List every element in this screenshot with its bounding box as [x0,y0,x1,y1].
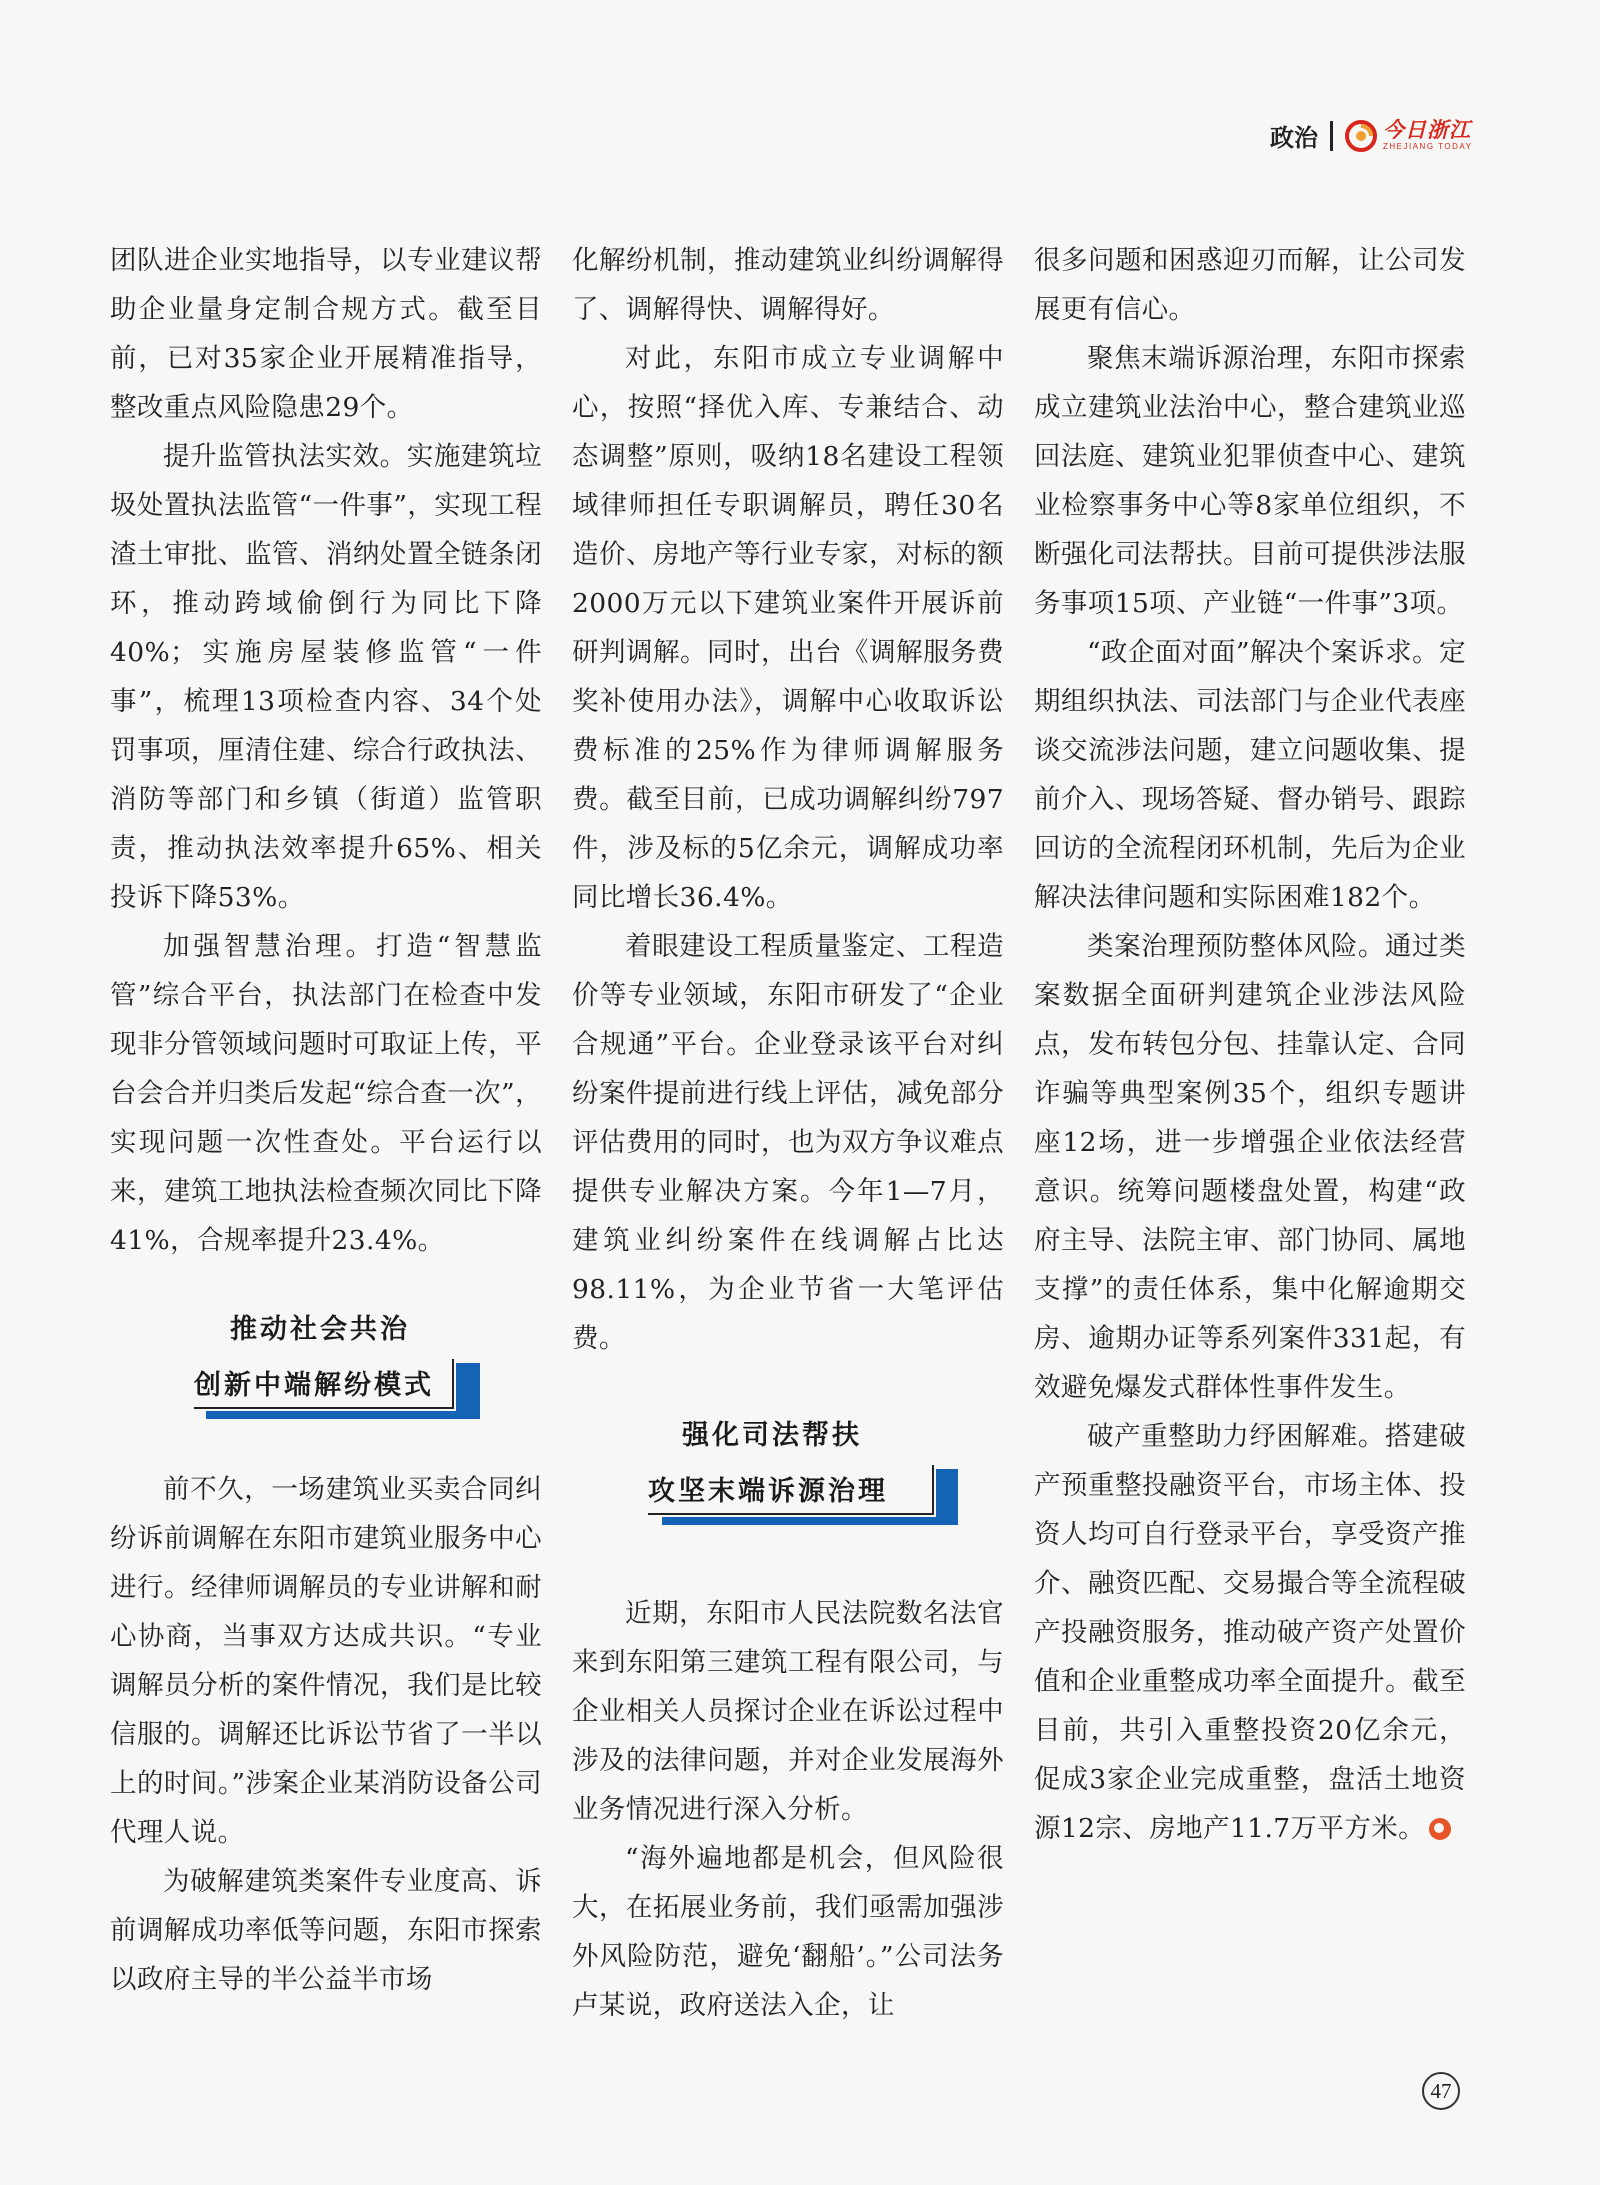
subheading-line2: 攻坚末端诉源治理 [648,1476,888,1507]
subheading-accent-bar-bottom [206,1411,480,1419]
subheading-social-governance [110,1293,542,1451]
column-2 [572,236,1004,2030]
paragraph: 近期，东阳市人民法院数名法官来到东阳第三建筑工程有限公司，与企业相关人员探讨企业在诉讼过程中涉及的法律问题，并对企业发展海外业务情况进行深入分析。 [572,1598,1004,1825]
paragraph: 团队进企业实地指导，以专业建议帮助企业量身定制合规方式。截至目前，已对35家企业开展精准指导，整改重点风险隐患29个。 [110,245,542,423]
logo-text: 今日浙江 [1383,118,1471,142]
header-divider [1330,121,1333,151]
paragraph-final [1034,1412,1466,1853]
page-number: 47 [1422,2072,1460,2110]
paragraph: 为破解建筑类案件专业度高、诉前调解成功率低等问题，东阳市探索以政府主导的半公益半市场 [110,1866,542,1995]
article-body [110,236,1466,2056]
article-end-icon [1429,1818,1451,1840]
subheading-accent-bar-bottom [662,1517,958,1525]
section-name: 政治 [1270,124,1318,152]
column-3 [1034,236,1466,1853]
column-1 [110,236,542,2004]
paragraph-text: 破产重整助力纾困解难。搭建破产预重整投融资平台，市场主体、投资人均可自行登录平台，享受资产推介、融资匹配、交易撮合等全流程破产投融资服务，推动破产资产处置价值和企业重整成功率全面提升。截至目前，共引入重整投资20亿余元，促成3家企业完成重整，盘活土地资源12宗、房地产11.7万平方米。 [1034,1421,1466,1844]
paragraph: 加强智慧治理。打造“智慧监管”综合平台，执法部门在检查中发现非分管领域问题时可取证上传，平台会合并归类后发起“综合查一次”，实现问题一次性查处。平台运行以来，建筑工地执法检查频次同比下降41%，合规率提升23.4%。 [110,931,542,1256]
paragraph: 提升监管执法实效。实施建筑垃圾处置执法监管“一件事”，实现工程渣土审批、监管、消纳处置全链条闭环，推动跨域偷倒行为同比下降40%；实施房屋装修监管“一件事”，梳理13项检查内容、34个处罚事项，厘清住建、综合行政执法、消防等部门和乡镇（街道）监管职责，推动执法效率提升65%、相关投诉下降53%。 [110,441,542,913]
logo-subtext: ZHEJIANG TODAY [1383,142,1473,151]
subheading-line2: 创新中端解纷模式 [194,1370,434,1401]
subheading-vrule [452,1359,454,1409]
logo-swirl-icon [1345,120,1377,152]
paragraph: 很多问题和困惑迎刃而解，让公司发展更有信心。 [1034,245,1466,325]
subheading-judicial-support [572,1403,1004,1575]
subheading-vrule [932,1465,934,1515]
subheading-rule [648,1513,934,1515]
subheading-line1: 推动社会共治 [230,1314,410,1345]
paragraph: 前不久，一场建筑业买卖合同纠纷诉前调解在东阳市建筑业服务中心进行。经律师调解员的专业讲解和耐心协商，当事双方达成共识。“专业调解员分析的案件情况，我们是比较信服的。调解还比诉讼节省了一半以上的时间。”涉案企业某消防设备公司代理人说。 [110,1474,542,1848]
paragraph: 化解纷机制，推动建筑业纠纷调解得了、调解得快、调解得好。 [572,245,1004,325]
paragraph: 对此，东阳市成立专业调解中心，按照“择优入库、专兼结合、动态调整”原则，吸纳18名建设工程领域律师担任专职调解员，聘任30名造价、房地产等行业专家，对标的额2000万元以下建筑业案件开展诉前研判调解。同时，出台《调解服务费奖补使用办法》，调解中心收取诉讼费标准的25%作为律师调解服务费。截至目前，已成功调解纠纷797件，涉及标的5亿余元，调解成功率同比增长36.4%。 [572,343,1004,913]
paragraph: “政企面对面”解决个案诉求。定期组织执法、司法部门与企业代表座谈交流涉法问题，建立问题收集、提前介入、现场答疑、督办销号、跟踪回访的全流程闭环机制，先后为企业解决法律问题和实际困难182个。 [1034,637,1466,913]
magazine-logo [1345,120,1472,152]
paragraph: 着眼建设工程质量鉴定、工程造价等专业领域，东阳市研发了“企业合规通”平台。企业登录该平台对纠纷案件提前进行线上评估，减免部分评估费用的同时，也为双方争议难点提供专业解决方案。今年1—7月，建筑业纠纷案件在线调解占比达98.11%，为企业节省一大笔评估费。 [572,931,1004,1354]
paragraph: “海外遍地都是机会，但风险很大，在拓展业务前，我们亟需加强涉外风险防范，避免‘翻船’。”公司法务卢某说，政府送法入企，让 [572,1843,1004,2021]
page-header [1270,118,1472,153]
paragraph: 聚焦末端诉源治理，东阳市探索成立建筑业法治中心，整合建筑业巡回法庭、建筑业犯罪侦查中心、建筑业检察事务中心等8家单位组织，不断强化司法帮扶。目前可提供涉法服务事项15项、产业链“一件事”3项。 [1034,343,1466,619]
subheading-line1: 强化司法帮扶 [682,1420,862,1451]
paragraph: 类案治理预防整体风险。通过类案数据全面研判建筑企业涉法风险点，发布转包分包、挂靠认定、合同诈骗等典型案例35个，组织专题讲座12场，进一步增强企业依法经营意识。统筹问题楼盘处置，构建“政府主导、法院主审、部门协同、属地支撑”的责任体系，集中化解逾期交房、逾期办证等系列案件331起，有效避免爆发式群体性事件发生。 [1034,931,1466,1403]
subheading-rule [194,1407,454,1409]
